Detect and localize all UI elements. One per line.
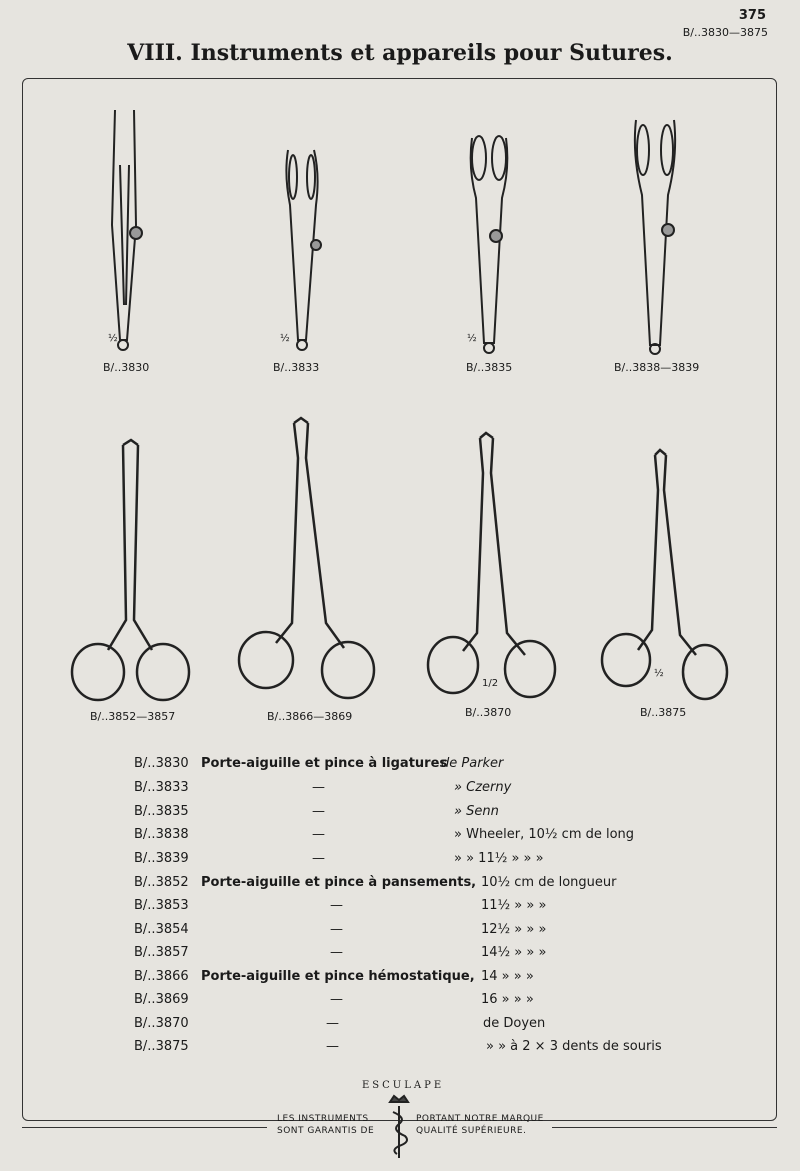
footer-right-text: PORTANT NOTRE MARQUE QUALITÉ SUPÉRIEURE. xyxy=(416,1114,544,1136)
figure-caption: B/..3870 xyxy=(465,706,512,719)
forceps-illustration-3875 xyxy=(600,450,730,705)
item-code: B/..3833 xyxy=(134,780,189,795)
scale-fraction: ½ xyxy=(108,333,118,344)
figure-caption: B/..3838—3839 xyxy=(614,361,700,374)
figure-caption: B/..3875 xyxy=(640,706,687,719)
item-detail: » » 11½ » » » xyxy=(454,851,544,866)
item-detail: 16 » » » xyxy=(481,992,534,1007)
scale-fraction: 1/2 xyxy=(482,678,499,689)
item-detail: de Parker xyxy=(441,756,504,771)
scale-fraction: ½ xyxy=(467,333,477,344)
item-code: B/..3869 xyxy=(134,992,189,1007)
item-code: B/..3866 xyxy=(134,969,189,984)
forceps-illustration-3866 xyxy=(236,418,381,703)
ditto-dash: — xyxy=(312,827,325,842)
needle-holder-illustration-3830 xyxy=(100,105,150,355)
item-code: B/..3870 xyxy=(134,1016,189,1031)
item-code: B/..3838 xyxy=(134,827,189,842)
needle-holder-illustration-3833 xyxy=(282,145,322,355)
figure-caption: B/..3866—3869 xyxy=(267,710,353,723)
ditto-dash: — xyxy=(326,1016,339,1031)
item-code: B/..3853 xyxy=(134,898,189,913)
scale-fraction: ½ xyxy=(280,333,290,344)
item-detail: de Doyen xyxy=(483,1016,546,1031)
footer-rule-left xyxy=(22,1127,267,1128)
ditto-dash: — xyxy=(330,945,343,960)
figure-caption: B/..3852—3857 xyxy=(90,710,176,723)
ditto-dash: — xyxy=(312,804,325,819)
item-detail: 12½ » » » xyxy=(481,922,547,937)
ditto-dash: — xyxy=(312,851,325,866)
ditto-dash: — xyxy=(330,898,343,913)
needle-holder-illustration-3835 xyxy=(464,128,514,358)
page-number: 375 xyxy=(738,8,766,23)
item-detail: » » à 2 × 3 dents de souris xyxy=(486,1039,662,1054)
ditto-dash: — xyxy=(330,992,343,1007)
ditto-dash: — xyxy=(326,1039,339,1054)
item-code: B/..3839 xyxy=(134,851,189,866)
item-detail: 11½ » » » xyxy=(481,898,547,913)
item-detail: » Wheeler, 10½ cm de long xyxy=(454,827,635,842)
forceps-illustration-3870 xyxy=(425,433,560,703)
item-description: Porte-aiguille et pince hémostatique, xyxy=(201,969,475,984)
scale-fraction: ½ xyxy=(654,668,664,679)
figure-caption: B/..3833 xyxy=(273,361,320,374)
item-detail: 10½ cm de longueur xyxy=(481,875,617,890)
needle-holder-illustration-3838 xyxy=(630,115,680,360)
item-detail: 14½ » » » xyxy=(481,945,547,960)
item-code: B/..3857 xyxy=(134,945,189,960)
footer-left-text: LES INSTRUMENTS SONT GARANTIS DE xyxy=(277,1114,375,1136)
item-code: B/..3854 xyxy=(134,922,189,937)
brand-name: ESCULAPE xyxy=(362,1080,445,1091)
item-code: B/..3875 xyxy=(134,1039,189,1054)
footer-rule-right xyxy=(552,1127,777,1128)
page-range: B/..3830—3875 xyxy=(682,26,768,39)
forceps-illustration-3852 xyxy=(68,440,193,705)
item-detail: 14 » » » xyxy=(481,969,534,984)
ditto-dash: — xyxy=(330,922,343,937)
figure-caption: B/..3830 xyxy=(103,361,150,374)
item-code: B/..3830 xyxy=(134,756,189,771)
figure-caption: B/..3835 xyxy=(466,361,513,374)
item-code: B/..3852 xyxy=(134,875,189,890)
item-detail: » Czerny xyxy=(454,780,512,795)
esculape-caduceus-icon xyxy=(385,1094,413,1160)
item-detail: » Senn xyxy=(454,804,499,819)
item-description: Porte-aiguille et pince à pansements, xyxy=(201,875,477,890)
item-code: B/..3835 xyxy=(134,804,189,819)
page-title: VIII. Instruments et appareils pour Sutures. xyxy=(127,40,673,66)
item-description: Porte-aiguille et pince à ligatures xyxy=(201,756,448,771)
ditto-dash: — xyxy=(312,780,325,795)
